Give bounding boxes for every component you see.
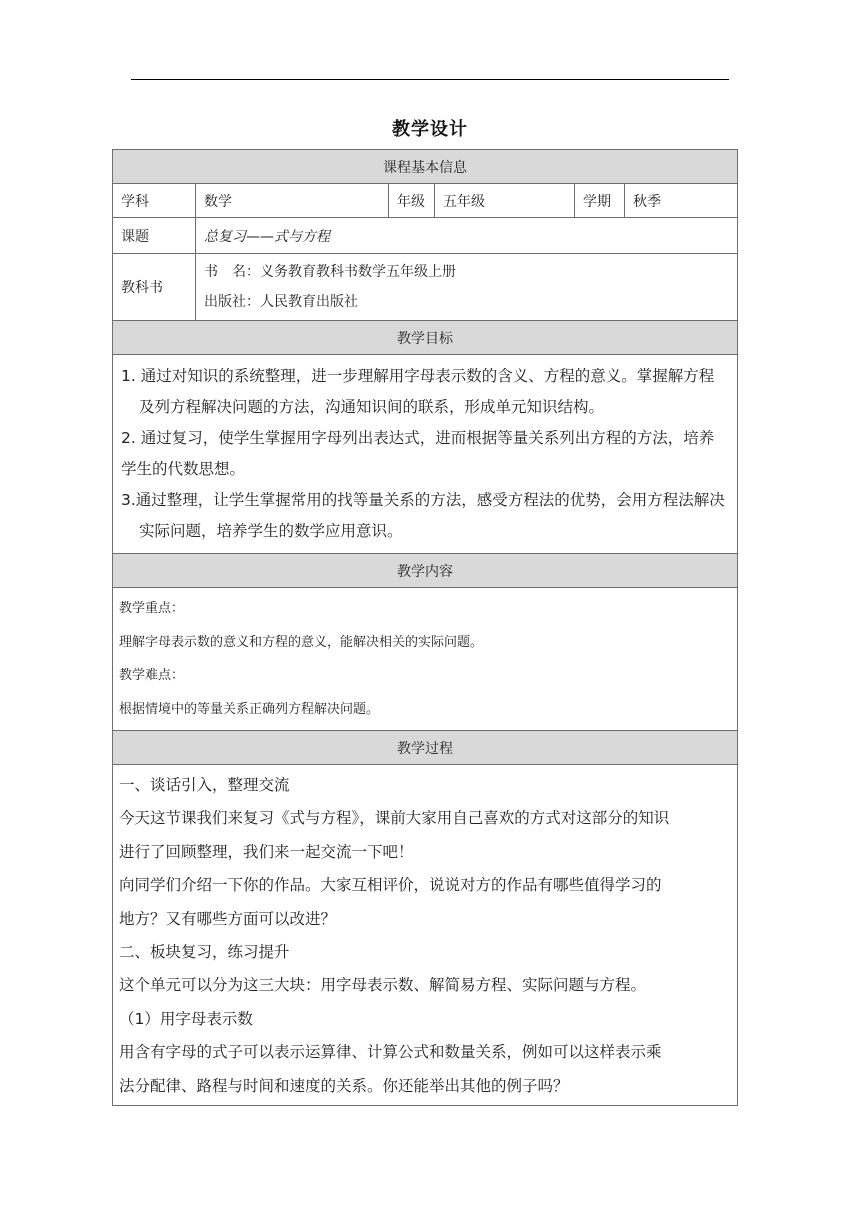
- textbook-label: 教科书: [113, 254, 196, 321]
- topic-value: 总复习——式与方程: [196, 218, 738, 254]
- textbook-row: [113, 254, 738, 321]
- goals-list: [113, 355, 738, 554]
- process-line: 进行了回顾整理，我们来一起交流一下吧！: [119, 842, 414, 861]
- textbook-publisher: 出版社：人民教育出版社: [204, 294, 358, 310]
- goal-item: 3.通过整理，让学生掌握常用的找等量关系的方法，感受方程法的优势，会用方程法解决实际问题，培养学生的数学应用意识。: [121, 491, 725, 540]
- process-line: 二、板块复习，练习提升: [119, 943, 290, 962]
- header-rule: [131, 79, 729, 80]
- topic-row: [113, 218, 738, 254]
- process-row: [113, 765, 738, 1106]
- content-body: [113, 588, 738, 731]
- goal-item: 1. 通过对知识的系统整理，进一步理解用字母表示数的含义、方程的意义。掌握解方程及列方程解决问题的方法，沟通知识间的联系，形成单元知识结构。: [121, 367, 715, 416]
- process-line: 法分配律、路程与时间和速度的关系。你还能举出其他的例子吗？: [119, 1076, 569, 1095]
- goal-item: 2. 通过复习，使学生掌握用字母列出表达式，进而根据等量关系列出方程的方法，培养学生的代数思想。: [121, 429, 715, 478]
- process-line: 一、谈话引入，整理交流: [119, 776, 290, 794]
- document-title: 教学设计: [392, 119, 468, 140]
- subject-label: 学科: [113, 184, 196, 218]
- goals-row: [113, 355, 738, 554]
- process-line: 地方？又有哪些方面可以改进？: [119, 909, 337, 928]
- term-value: 秋季: [625, 184, 738, 218]
- process-body: [113, 765, 738, 1106]
- process-line: 用含有字母的式子可以表示运算律、计算公式和数量关系，例如可以这样表示乘: [119, 1043, 662, 1062]
- lesson-plan-table: [112, 149, 738, 1106]
- textbook-info: [196, 254, 738, 321]
- key-points-label: 教学重点：: [119, 601, 185, 616]
- grade-label: 年级: [389, 184, 435, 218]
- process-line: 这个单元可以分为这三大块：用字母表示数、解简易方程、实际问题与方程。: [119, 976, 647, 995]
- process-line: 向同学们介绍一下你的作品。大家互相评价，说说对方的作品有哪些值得学习的: [119, 876, 662, 895]
- key-points-text: 理解字母表示数的意义和方程的意义，能解决相关的实际问题。: [119, 634, 484, 650]
- process-line: 今天这节课我们来复习《式与方程》，课前大家用自己喜欢的方式对这部分的知识: [119, 809, 670, 828]
- content-header: 教学内容: [113, 554, 738, 588]
- textbook-name: 书 名：义务教育教科书数学五年级上册: [204, 264, 456, 280]
- difficult-points-text: 根据情境中的等量关系正确列方程解决问题。: [119, 701, 380, 717]
- basic-info-row: [113, 184, 738, 218]
- content-row: [113, 588, 738, 731]
- difficult-points-label: 教学难点：: [119, 668, 185, 683]
- goals-header: 教学目标: [113, 321, 738, 355]
- term-label: 学期: [575, 184, 625, 218]
- process-header: 教学过程: [113, 731, 738, 765]
- subject-value: 数学: [196, 184, 389, 218]
- grade-value: 五年级: [435, 184, 575, 218]
- topic-label: 课题: [113, 218, 196, 254]
- process-line: （1）用字母表示数: [119, 1009, 253, 1028]
- basic-info-header: 课程基本信息: [113, 150, 738, 184]
